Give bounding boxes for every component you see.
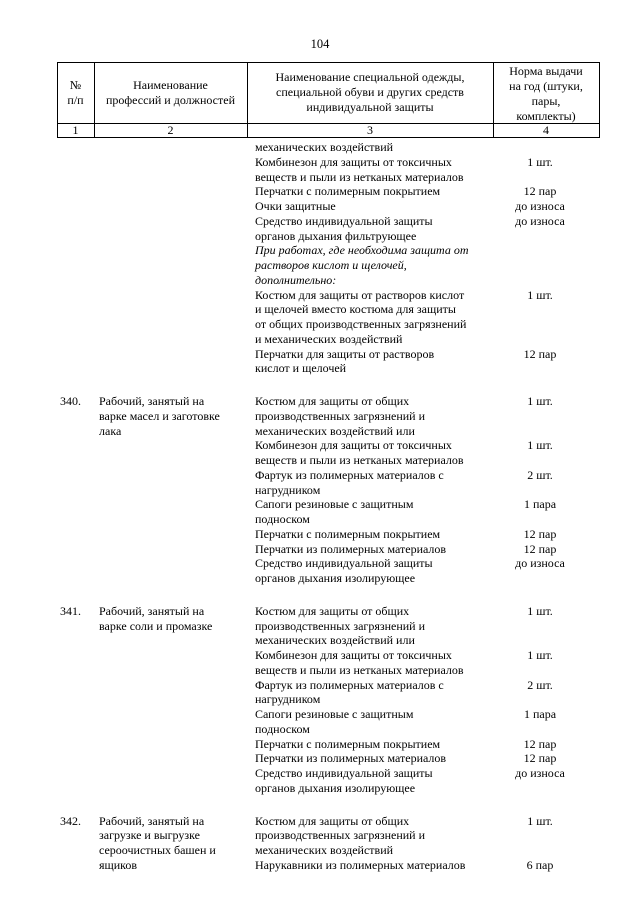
norm-value: 1 шт. [527, 154, 553, 169]
equipment-text: Сапоги резиновые с защитным [255, 497, 414, 512]
equipment-text: Перчатки для защиты от растворов [255, 346, 435, 361]
profession-text: загрузке и выгрузке [99, 828, 200, 843]
equipment-text: Средство индивидуальной защиты [255, 766, 433, 780]
equipment-text: механических воздействий [255, 140, 394, 154]
profession-text: ящиков [99, 857, 138, 872]
equipment-text: Фартук из полимерных материалов с [255, 677, 444, 692]
equipment-text: производственных загрязнений и [255, 408, 426, 423]
col-number-4: 4 [543, 123, 549, 137]
norm-value: 12 пар [523, 526, 557, 541]
equipment-text: дополнительно: [255, 272, 337, 287]
equipment-text: органов дыхания фильтрующее [255, 228, 417, 243]
equipment-text: кислот и щелочей [255, 361, 347, 376]
equipment-text: Костюм для защиты от растворов кислот [255, 287, 465, 302]
norm-value: 12 пар [523, 541, 557, 556]
col-number-2: 2 [167, 123, 174, 137]
equipment-text: веществ и пыли из нетканых материалов [255, 662, 464, 677]
norm-value: до износа [515, 199, 565, 213]
equipment-text: и механических воздействий [255, 331, 403, 346]
row-number: 341. [60, 603, 81, 618]
norm-value: 6 пар [526, 857, 554, 872]
equipment-text: от общих производственных загрязнений [255, 317, 467, 331]
norm-value: 1 шт. [527, 438, 553, 453]
equipment-text: производственных загрязнений и [255, 618, 426, 633]
header-col-profession: Наименование профессий и должностей [105, 77, 235, 107]
equipment-text: Средство индивидуальной защиты [255, 213, 433, 228]
col-number-3: 3 [367, 123, 373, 137]
norm-value: 1 пара [523, 497, 557, 512]
equipment-text: Перчатки из полимерных материалов [255, 541, 447, 556]
equipment-text: органов дыхания изолирующее [255, 571, 416, 585]
norm-value: 2 шт. [527, 677, 553, 692]
profession-text: Рабочий, занятый на [99, 394, 205, 408]
norm-value: 12 пар [523, 751, 557, 766]
equipment-text: и щелочей вместо костюма для защиты [255, 302, 456, 317]
norm-value: 1 пара [523, 707, 557, 721]
norm-value: до износа [515, 766, 565, 780]
norm-value: 12 пар [523, 736, 557, 751]
profession-text: варке масел и заготовке [99, 408, 220, 423]
col-number-1: 1 [72, 123, 79, 137]
header-right-border [599, 62, 600, 138]
equipment-text: веществ и пыли из нетканых материалов [255, 453, 464, 467]
profession-text: варке соли и промазке [99, 618, 213, 633]
table-header [57, 62, 600, 138]
equipment-text: веществ и пыли из нетканых материалов [255, 169, 464, 184]
equipment-text: Комбинезон для защиты от токсичных [255, 438, 452, 453]
norm-value: 1 шт. [527, 287, 553, 302]
equipment-text: Комбинезон для защиты от токсичных [255, 648, 452, 662]
equipment-text: механических воздействий или [255, 633, 415, 648]
equipment-text: нагрудником [255, 482, 321, 497]
equipment-text: Перчатки с полимерным покрытием [255, 526, 441, 541]
equipment-text: подноском [255, 721, 310, 736]
norm-value: 12 пар [523, 184, 557, 199]
header-col-norm: Норма выдачи на год (штуки, пары, комплекты) [509, 64, 583, 123]
equipment-text: Сапоги резиновые с защитным [255, 707, 414, 721]
row-number: 342. [60, 813, 81, 828]
equipment-text: Перчатки с полимерным покрытием [255, 184, 441, 199]
equipment-text: Нарукавники из полимерных материалов [255, 857, 466, 872]
norm-value: 1 шт. [527, 603, 553, 618]
norm-value: 12 пар [523, 346, 557, 361]
header-col-number: № п/п [67, 77, 84, 107]
profession-text: сероочистных башен и [99, 843, 216, 857]
profession-text: Рабочий, занятый на [99, 813, 205, 828]
equipment-text: нагрудником [255, 692, 321, 707]
equipment-text: Очки защитные [255, 199, 336, 213]
equipment-text: Костюм для защиты от общих [255, 394, 410, 408]
profession-text: Рабочий, занятый на [99, 603, 205, 618]
equipment-text: подноском [255, 512, 310, 526]
equipment-text: Средство индивидуальной защиты [255, 556, 433, 571]
norm-value: 2 шт. [527, 467, 553, 482]
norm-value: 1 шт. [527, 648, 553, 662]
equipment-text: Костюм для защиты от общих [255, 603, 410, 618]
equipment-text: растворов кислот и щелочей, [255, 258, 407, 272]
row-number: 340. [60, 394, 81, 408]
equipment-text: При работах, где необходима защита от [255, 243, 469, 258]
norm-value: 1 шт. [527, 813, 553, 828]
equipment-text: органов дыхания изолирующее [255, 780, 416, 795]
norm-value: 1 шт. [527, 394, 553, 408]
profession-text: лака [99, 423, 122, 438]
equipment-text: механических воздействий или [255, 423, 415, 438]
equipment-text: Костюм для защиты от общих [255, 813, 410, 828]
equipment-text: Перчатки с полимерным покрытием [255, 736, 441, 751]
norm-value: до износа [515, 556, 565, 571]
equipment-text: Перчатки из полимерных материалов [255, 751, 447, 766]
page-number: 104 [310, 37, 330, 51]
equipment-text: механических воздействий [255, 843, 394, 857]
header-col-equipment: Наименование специальной одежды, специальной обуви и других средств индивидуальной защиты [275, 70, 465, 114]
equipment-text: Фартук из полимерных материалов с [255, 467, 444, 482]
equipment-text: Комбинезон для защиты от токсичных [255, 154, 452, 169]
equipment-text: производственных загрязнений и [255, 828, 426, 843]
norm-value: до износа [515, 213, 565, 228]
